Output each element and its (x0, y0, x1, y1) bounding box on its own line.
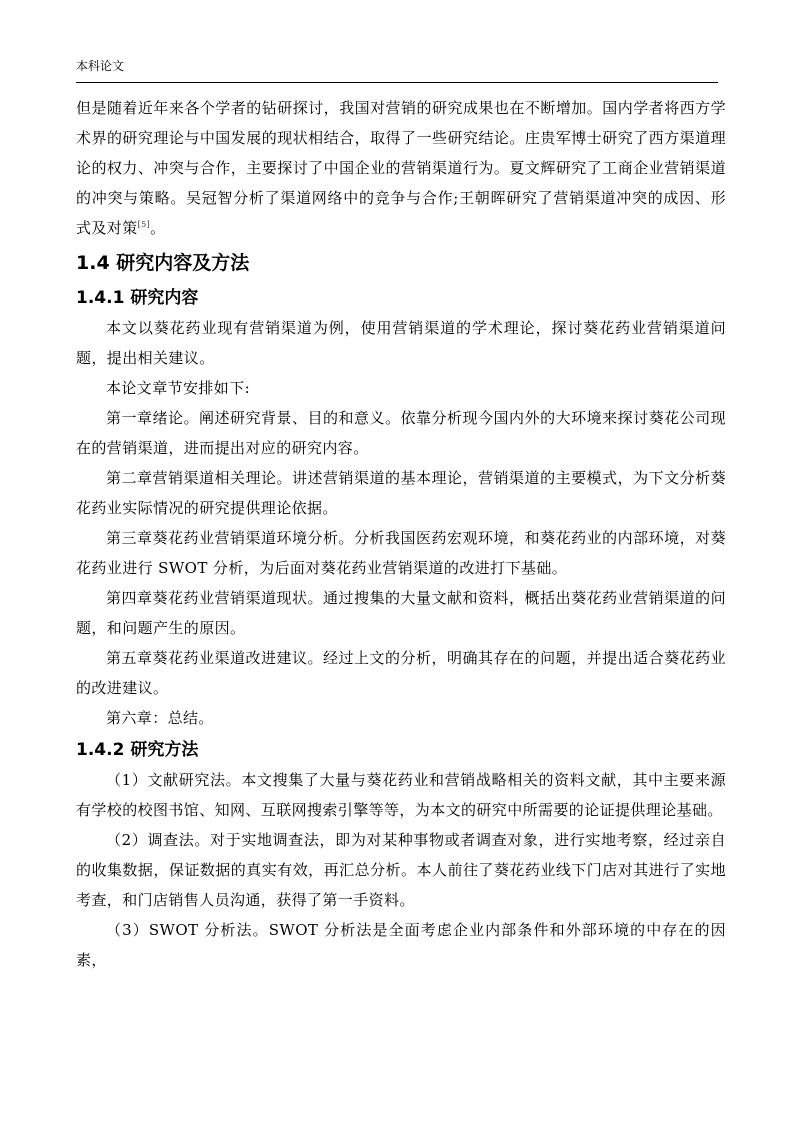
method-literature-paragraph: （1）文献研究法。本文搜集了大量与葵花药业和营销战略相关的资料文献，其中主要来源有学校的校图书馆、知网、互联网搜索引擎等等，为本文的研究中所需要的论证提供理论基础。 (76, 771, 726, 819)
header-divider (76, 82, 718, 83)
intro-end: 。 (150, 219, 166, 237)
section-heading-1-4: 1.4 研究内容及方法 (76, 252, 250, 274)
intro-paragraph (76, 93, 726, 243)
section-heading-1-4-2: 1.4.2 研究方法 (76, 740, 199, 760)
page-body (76, 93, 726, 975)
content-paragraph: 本论文章节安排如下: (106, 379, 251, 397)
chapter-6-paragraph: 第六章：总结。 (106, 709, 214, 727)
intro-text: 但是随着近年来各个学者的钻研探讨，我国对营销的研究成果也在不断增加。国内学者将西方学术界的研究理论与中国发展的现状相结合，取得了一些研究结论。庄贵军博士研究了西方渠道理论的权力、冲突与合作，主要探讨了中国企业的营销渠道行为。夏文辉研究了工商企业营销渠道的冲突与策略。吴冠智分析了渠道网络中的竞争与合作;王朝晖研究了营销渠道冲突的成因、形式及对策 (76, 99, 726, 237)
method-survey-paragraph: （2）调查法。对于实地调查法，即为对某种事物或者调查对象，进行实地考察，经过亲自的收集数据，保证数据的真实有效，再汇总分析。本人前往了葵花药业线下门店对其进行了实地考查，和门店销售人员沟通，获得了第一手资料。 (76, 831, 726, 909)
section-heading-1-4-1: 1.4.1 研究内容 (76, 288, 199, 308)
chapter-1-paragraph: 第一章绪论。阐述研究背景、目的和意义。依靠分析现今国内外的大环境来探讨葵花公司现在的营销渠道，进而提出对应的研究内容。 (76, 409, 726, 457)
chapter-3-paragraph: 第三章葵花药业营销渠道环境分析。分析我国医药宏观环境，和葵花药业的内部环境，对葵花药业进行 SWOT 分析，为后面对葵花药业营销渠道的改进打下基础。 (76, 529, 726, 577)
chapter-4-paragraph: 第四章葵花药业营销渠道现状。通过搜集的大量文献和资料，概括出葵花药业营销渠道的问题，和问题产生的原因。 (76, 589, 726, 637)
chapter-2-paragraph: 第二章营销渠道相关理论。讲述营销渠道的基本理论，营销渠道的主要模式，为下文分析葵花药业实际情况的研究提供理论依据。 (76, 469, 726, 517)
chapter-5-paragraph: 第五章葵花药业渠道改进建议。经过上文的分析，明确其存在的问题，并提出适合葵花药业的改进建议。 (76, 649, 726, 697)
citation-ref: [5] (137, 220, 151, 229)
running-header: 本科论文 (76, 59, 125, 73)
method-swot-paragraph: （3）SWOT 分析法。SWOT 分析法是全面考虑企业内部条件和外部环境的中存在的因素， (76, 921, 726, 969)
content-paragraph: 本文以葵花药业现有营销渠道为例，使用营销渠道的学术理论，探讨葵花药业营销渠道问题，提出相关建议。 (76, 319, 726, 367)
